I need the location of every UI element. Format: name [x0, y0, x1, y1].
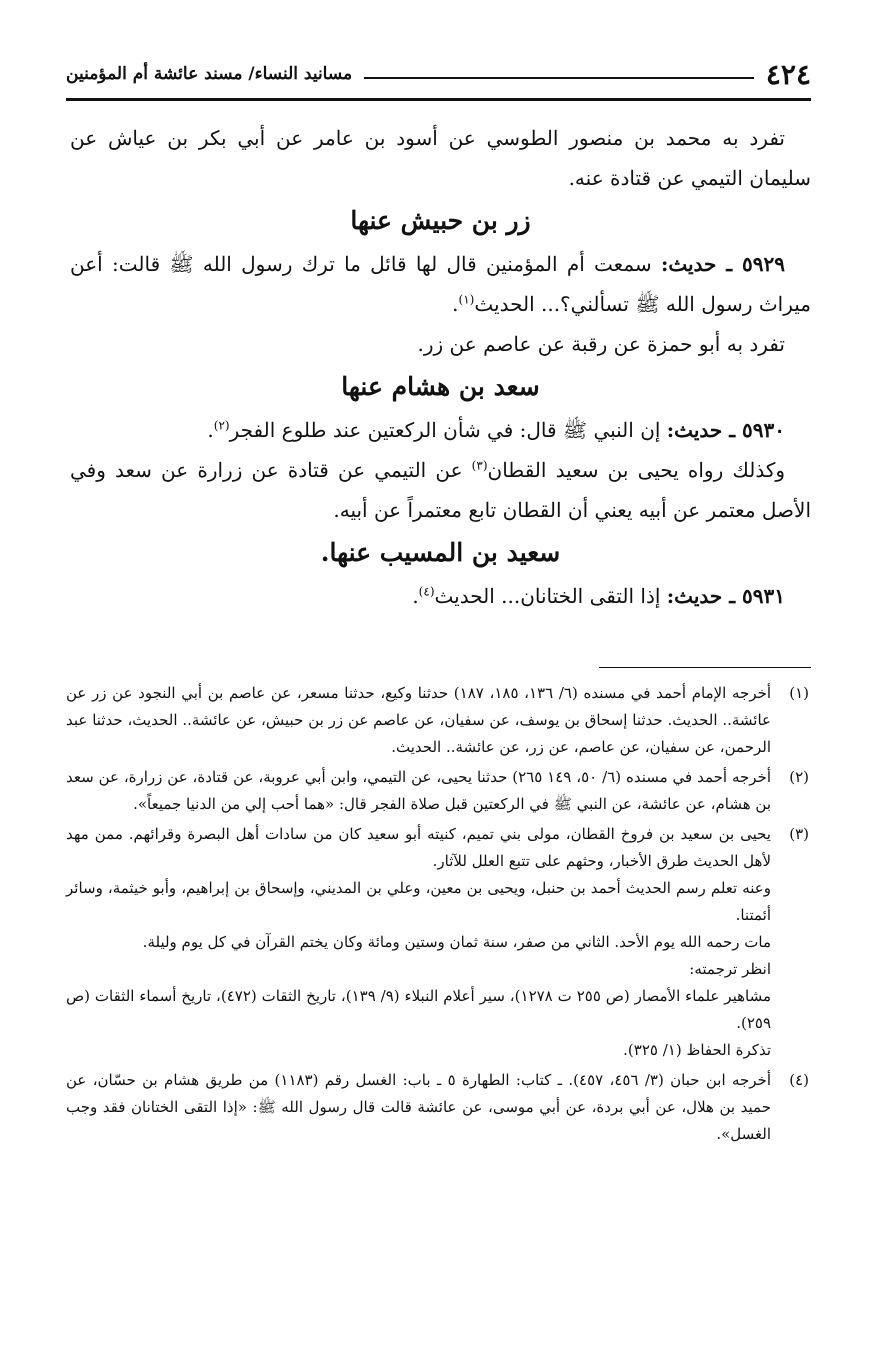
hadith-number: ٥٩٣١ ـ حديث: [666, 584, 785, 608]
main-text [70, 118, 811, 616]
note-text: عن التيمي عن قتادة عن زرارة عن سعد وفي الأصل معتمر عن أبيه يعني أن القطان تابع معتمراً عن أبيه. [70, 458, 811, 522]
hadith-text: سمعت أم المؤمنين قال لها قائل ما ترك رسول الله ﷺ قالت: أعن ميراث رسول الله ﷺ تسألني؟... الحديث [70, 252, 811, 316]
footnote-text: انظر ترجمته: [689, 960, 771, 978]
hadith-5929-note: تفرد به أبو حمزة عن رقبة عن عاصم عن زر. [417, 332, 785, 356]
footnote-text: أخرجه ابن حبان (٣/ ٤٥٦، ٤٥٧). ـ كتاب: الطهارة ٥ ـ باب: الغسل رقم (١١٨٣) من طريق هشام بن حسّان، عن حميد بن هلال، عن أبي بردة، عن أبي موسى، عن عائشة قالت قال رسول الله ﷺ: «إذا التقى الختانان فقد وجب الغسل». [66, 1071, 772, 1143]
intro-paragraph: تفرد به محمد بن منصور الطوسي عن أسود بن عامر عن أبي بكر بن عياش عن سليمان التيمي عن قتادة عنه. [70, 126, 811, 190]
section-heading-saeed: سعيد بن المسيب عنها. [320, 538, 561, 567]
section-heading-saad: سعد بن هشام عنها [341, 372, 540, 401]
hadith-5930-note [70, 450, 811, 530]
section-heading-zirr: زر بن حبيش عنها [350, 206, 531, 235]
footnote-number: (٣) [789, 825, 809, 843]
footnote-number: (٢) [789, 768, 809, 786]
hadith-text: إن النبي ﷺ قال: في شأن الركعتين عند طلوع الفجر [229, 418, 661, 442]
footnote-ref[interactable]: (٢) [213, 418, 230, 433]
hadith-5930: ٥٩٣٠ ـ حديث: إن النبي ﷺ قال: في شأن الركعتين عند طلوع الفجر$^{(٢)}$. [207, 418, 785, 442]
hadith-number: ٥٩٢٩ ـ حديث: [660, 252, 786, 276]
hadith-number: ٥٩٣٠ ـ حديث: [666, 418, 785, 442]
footnote-1 [66, 680, 809, 761]
footnote-text: مشاهير علماء الأمصار (ص ٢٥٥ ت ١٢٧٨)، سير أعلام النبلاء (٩/ ١٣٩)، تاريخ الثقات (٤٧٢)، تاريخ أسماء الثقات (ص ٢٥٩). [66, 987, 771, 1032]
footnote-text: أخرجه أحمد في مسنده (٦/ ٥٠، ١٤٩ ٢٦٥) حدثنا يحيى، عن التيمي، وابن أبي عروبة، عن قتادة، عن زرارة، عن سعد بن هشام، عن عائشة، عن النبي ﷺ في الركعتين قبل صلاة الفجر قال: «هما أحب إلي من الدنيا جميعاً». [66, 768, 771, 813]
footnote-text: مات رحمه الله يوم الأحد. الثاني من صفر، سنة ثمان وستين ومائة وكان يختم القرآن في كل يوم وليلة. [142, 933, 771, 951]
footnote-ref[interactable]: (٤) [418, 584, 435, 599]
running-header [66, 50, 811, 101]
footnote-text: وعنه تعلم رسم الحديث أحمد بن حنبل، ويحيى بن معين، وعلي بن المديني، وإسحاق بن إبراهيم، وأبو خيثمة، وسائر أئمتنا. [66, 879, 771, 924]
footnote-text: تذكرة الحفاظ (١/ ٣٢٥). [623, 1041, 771, 1059]
hadith-5929: ٥٩٢٩ ـ حديث: سمعت أم المؤمنين قال لها قائل ما ترك رسول الله ﷺ قالت: أعن ميراث رسول الله ﷺ تسألني؟... الحديث$^{(١)}$. [70, 252, 811, 316]
footnote-3 [66, 821, 809, 1064]
footnote-2 [66, 764, 809, 818]
hadith-5931: ٥٩٣١ ـ حديث: إذا التقى الختانان... الحديث$^{(٤)}$. [412, 584, 785, 608]
page-number: ٤٢٤ [765, 57, 811, 91]
footnote-ref[interactable]: (١) [458, 292, 475, 307]
footnote-ref[interactable]: (٣) [471, 458, 488, 473]
footnote-text: يحيى بن سعيد بن فروخ القطان، مولى بني تميم، كنيته أبو سعيد كان من سادات أهل البصرة وقرائهم. ممن مهد لأهل الحديث طرق الأخبار، وحثهم على تتبع العلل للآثار. [66, 825, 771, 870]
running-title: مسانيد النساء/ مسند عائشة أم المؤمنين [66, 64, 353, 84]
footnote-separator [599, 667, 811, 668]
header-rule [364, 77, 754, 79]
footnotes [66, 680, 809, 1151]
hadith-text: إذا التقى الختانان... الحديث [434, 584, 661, 608]
footnote-number: (٤) [789, 1071, 809, 1089]
note-text: وكذلك رواه يحيى بن سعيد القطان [487, 458, 786, 482]
footnote-number: (١) [789, 684, 809, 702]
footnote-4 [66, 1067, 809, 1148]
footnote-text: أخرجه الإمام أحمد في مسنده (٦/ ١٣٦، ١٨٥، ١٨٧) حدثنا وكيع، حدثنا مسعر، عن عاصم بن أبي النجود عن زر عن عائشة.. الحديث. حدثنا إسحاق بن يوسف، عن سفيان، عن عاصم عن زر بن حبيش، عن عائشة.. الحديث، حدثنا عبد الرحمن، عن سفيان، عن عاصم، عن زر، عن عائشة.. الحديث. [66, 684, 772, 756]
